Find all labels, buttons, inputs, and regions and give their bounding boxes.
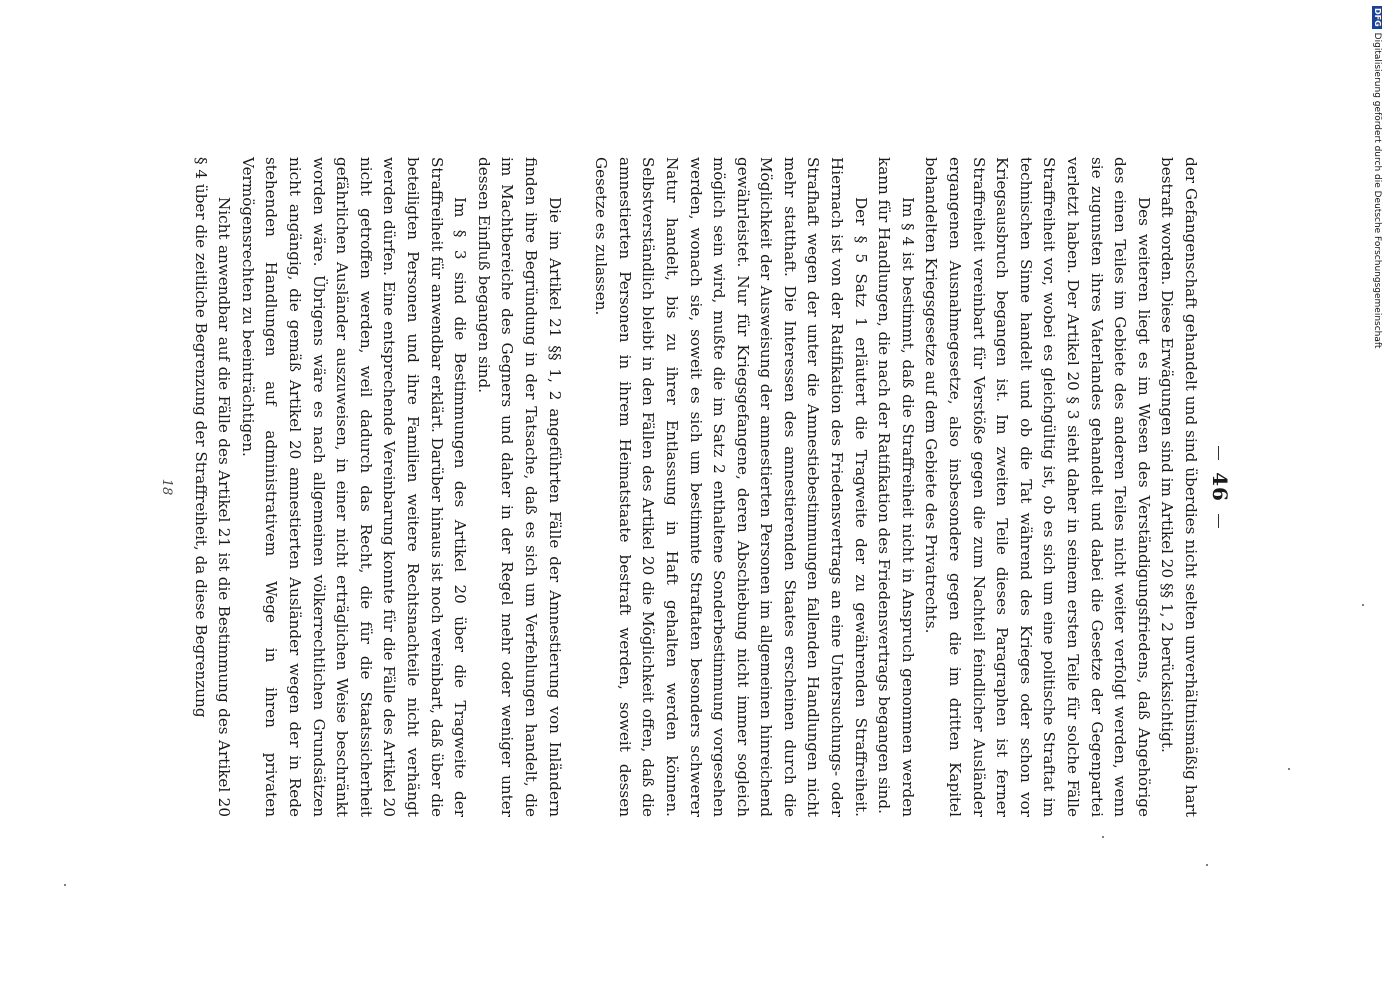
rotated-page-content <box>150 147 1250 827</box>
scan-speck <box>1102 836 1104 838</box>
digitization-credit-text <box>1372 6 1382 1000</box>
credit-line: Digitalisierung gefördert durch die Deutsche Forschungsgemeinschaft <box>1372 32 1382 349</box>
scan-speck <box>1362 604 1364 606</box>
page-number: 46 <box>1208 147 1232 827</box>
paragraph-1: der Gefangenschaft gehandelt und sind überdies nicht selten unverhältnismäßig hart bestraft worden. Diese Erwägungen sind im Artikel 20 §§ 1, 2 berücksichtigt. <box>1158 157 1200 817</box>
paragraph-2: Des weiteren liegt es im Wesen des Verständigungsfriedens, daß Angehörige des einen Teiles im Gebiete des anderen Teiles nicht weiter verfolgt werden, wenn sie zugunsten ihres Vaterlandes gehandelt und dabei die Gesetze der Gegenpartei verletzt haben. Der Artikel 20 § 3 sieht daher in seinem ersten Teile für solche Fälle Straffreiheit vor, wobei es gleichgültig ist, ob es sich um eine politische Straftat im technischen Sinne handelt und ob die Tat während des Krieges oder schon vor Kriegsausbruch begangen ist. Im zweiten Teile dieses Paragraphen ist ferner Straffreiheit vereinbart für Verstöße gegen die zum Nachteil feindlicher Ausländer ergangenen Ausnahmegesetze, also insbesondere gegen die im dritten Kapitel behandelten Kriegsgesetze auf dem Gebiete des Privatrechts. <box>922 157 1153 817</box>
signature-mark: 18 <box>159 478 174 496</box>
body-text <box>188 157 1202 817</box>
paragraph-6: Im § 3 sind die Bestimmungen des Artikel 20 über die Tragweite der Straffreiheit für anwendbar erklärt. Darüber hinaus ist noch vereinbart, daß über die beteiligten Personen und ihre Familien weitere Rechtsnachteile nicht verhängt werden dürfen. Eine entsprechende Vereinbarung konnte für die Fälle des Artikel 20 nicht getroffen werden, weil dadurch das Recht, die für die Staatssicherheit gefährlichen Ausländer auszuweisen, in einer nicht erträglichen Weise beschränkt worden wäre. Übrigens wäre es nach allgemeinen völkerrechtlichen Grundsätzen nicht angängig, die gemäß Artikel 20 amnestierten Ausländer wegen der in Rede stehenden Handlungen auf administrativem Wege in ihren privaten Vermögensrechten zu beeinträchtigen. <box>238 157 470 817</box>
digitization-credit <box>1372 6 1382 1000</box>
paragraph-4: Der § 5 Satz 1 erläutert die Tragweite der zu gewährenden Straffreiheit. Hiernach ist von der Ratifikation des Friedensvertrags an eine Untersuchungs- oder Strafhaft wegen der unter die Amnestiebestimmungen fallenden Handlungen nicht mehr statthaft. Die Interessen des amnestierenden Staates erscheinen durch die Möglichkeit der Ausweisung der amnestierten Personen im allgemeinen hinreichend gewährleistet. Nur für Kriegsgefangene, deren Abschiebung nicht immer sogleich möglich sein wird, mußte die im Satz 2 enthaltene Sonderbestimmung vorgesehen werden, wonach sie, soweit es sich um bestimmte Straftaten besonders schwerer Natur handelt, bis zu ihrer Entlassung in Haft gehalten werden können. Selbstverständlich bleibt in den Fällen des Artikel 20 die Möglichkeit offen, daß die amnestierten Personen in ihrem Heimatstaate bestraft werden, soweit dessen Gesetze es zulassen. <box>592 157 870 817</box>
document-page <box>150 147 1250 827</box>
scan-speck <box>64 884 66 886</box>
paragraph-7: Nicht anwendbar auf die Fälle des Artikel 21 ist die Bestimmung des Artikel 20 § 4 über die zeitliche Begrenzung der Straffreiheit, da diese Begrenzung <box>191 157 234 817</box>
dfg-logo-icon: DFG <box>1373 8 1382 27</box>
paragraph-5: Die im Artikel 21 §§ 1, 2 angeführten Fälle der Amnestierung von Inländern finden ihre Begründung in der Tatsache, daß es sich um Verfehlungen handelt, die im Machtbereiche des Gegners und daher in der Regel mehr oder weniger unter dessen Einfluß begangen sind. <box>474 157 564 817</box>
paragraph-3: Im § 4 ist bestimmt, daß die Straffreiheit nicht in Anspruch genommen werden kann für Handlungen, die nach der Ratifikation des Friedensvertrags begangen sind. <box>875 157 917 817</box>
scan-speck <box>1206 864 1208 866</box>
scan-speck <box>1288 768 1290 770</box>
